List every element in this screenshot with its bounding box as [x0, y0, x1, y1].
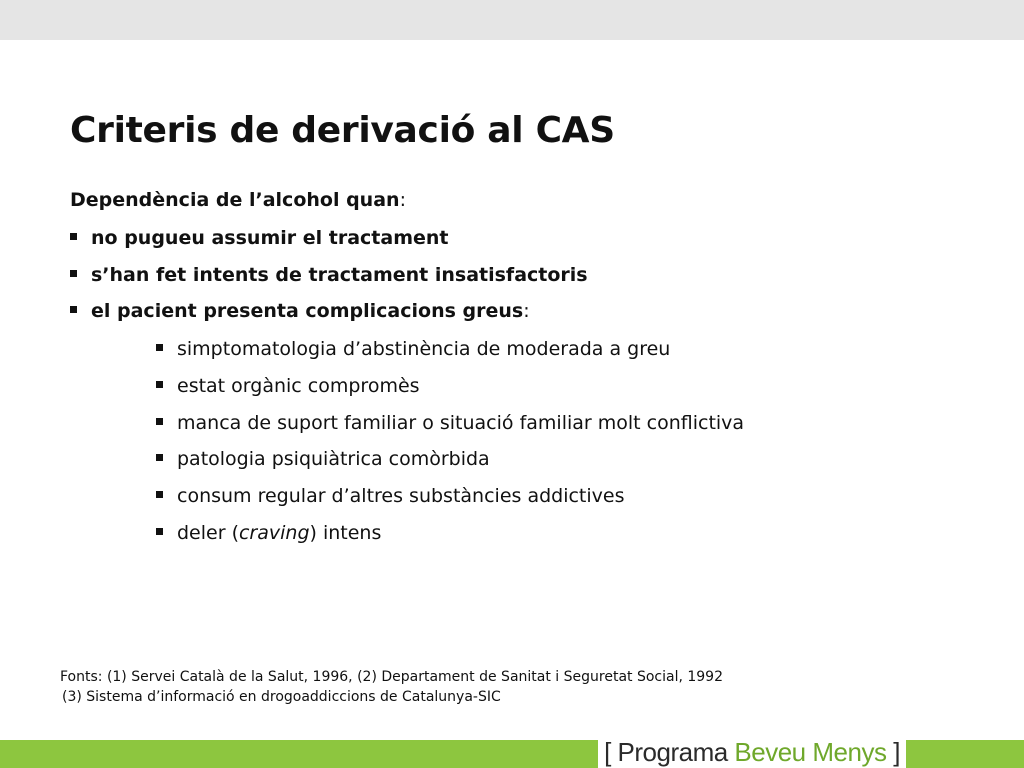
- sources-note: [60, 667, 723, 707]
- complications-list: [156, 337, 744, 558]
- complication-item: [156, 521, 744, 558]
- complication-text: consum regular d’altres substàncies addictives: [177, 485, 625, 508]
- brand-close-bracket: ]: [893, 737, 900, 767]
- square-bullet-icon: [70, 306, 77, 313]
- complication-item: [156, 484, 744, 521]
- sources-line-1: Fonts: (1) Servei Català de la Salut, 1996, (2) Departament de Sanitat i Seguretat Social, 1992: [60, 669, 723, 685]
- brand-open-bracket: [: [604, 737, 611, 767]
- square-bullet-icon: [156, 344, 163, 351]
- complication-text: estat orgànic compromès: [177, 374, 420, 397]
- intro-line: [70, 189, 406, 211]
- brand-word-1: Programa: [617, 737, 728, 767]
- intro-suffix: :: [399, 189, 406, 211]
- square-bullet-icon: [156, 528, 163, 535]
- brand-word-2: Beveu Menys: [734, 737, 887, 767]
- square-bullet-icon: [156, 454, 163, 461]
- top-band: [0, 0, 1024, 40]
- brand-logo: [598, 737, 906, 768]
- complication-item: [156, 411, 744, 448]
- criteria-text: no pugueu assumir el tractament: [91, 227, 449, 249]
- complication-text: patologia psiquiàtrica comòrbida: [177, 448, 490, 471]
- complication-text: simptomatologia d’abstinència de moderada a greu: [177, 338, 671, 360]
- complication-item: [156, 337, 744, 374]
- criteria-suffix: :: [523, 300, 530, 323]
- complication-italic: craving: [238, 521, 310, 544]
- criteria-item: [70, 299, 588, 336]
- criteria-text: el pacient presenta complicacions greus: [91, 300, 524, 323]
- complication-after: ) intens: [309, 521, 382, 544]
- criteria-item: [70, 263, 588, 300]
- square-bullet-icon: [156, 381, 163, 388]
- slide-title: Criteris de derivació al CAS: [70, 110, 615, 151]
- complication-item: [156, 374, 744, 411]
- intro-strong: Dependència de l’alcohol quan: [70, 189, 400, 211]
- criteria-list: [70, 226, 588, 336]
- square-bullet-icon: [156, 418, 163, 425]
- criteria-text: s’han fet intents de tractament insatisfactoris: [91, 263, 588, 286]
- complication-item: [156, 447, 744, 484]
- square-bullet-icon: [70, 233, 77, 240]
- criteria-item: [70, 226, 588, 263]
- square-bullet-icon: [156, 491, 163, 498]
- square-bullet-icon: [70, 270, 77, 277]
- sources-line-2: (3) Sistema d’informació en drogoaddiccions de Catalunya-SIC: [62, 689, 501, 705]
- complication-before: deler (: [177, 521, 239, 544]
- complication-text: manca de suport familiar o situació familiar molt conflictiva: [177, 411, 745, 434]
